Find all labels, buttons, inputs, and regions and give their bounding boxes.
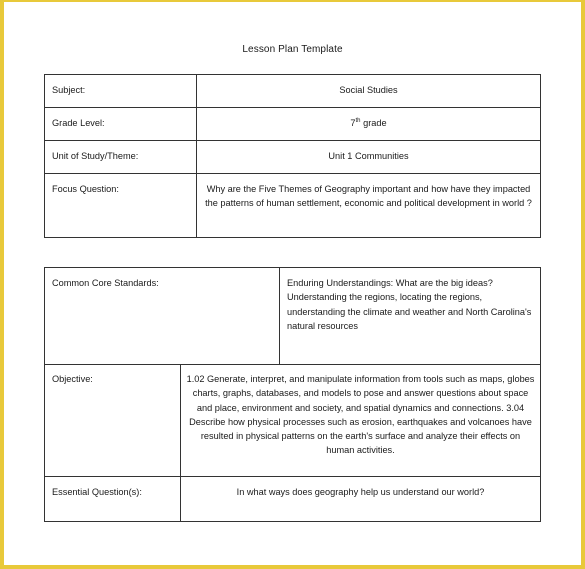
unit-value: Unit 1 Communities [197,141,541,174]
subject-value: Social Studies [197,75,541,108]
grade-level-label: Grade Level: [45,108,197,141]
table-row [45,477,541,522]
table-row [45,364,541,477]
table-row [45,75,541,108]
table-row [45,268,541,365]
lesson-info-table [44,74,541,238]
enduring-understandings-text: Enduring Understandings: What are the big ideas? Understanding the regions, locating the regions, understanding the climate and weather and North Carolina's natural resources [280,268,541,365]
table-row [45,174,541,238]
grade-ordinal-suffix: th [355,117,361,124]
table-row [45,141,541,174]
page-title: Lesson Plan Template [242,44,343,55]
focus-question-label: Focus Question: [45,174,197,238]
objective-label: Objective: [45,364,181,477]
table-row [45,108,541,141]
grade-word: grade [363,118,387,128]
objective-text: 1.02 Generate, interpret, and manipulate information from tools such as maps, globes charts, graphs, databases, and models to pose and answer questions about space and place, environment and society, and spatial dynamics and connections. 3.04 Describe how physical processes such as erosion, earthquakes and volcanoes have resulted in physical patterns on the earth's surface and analyze their effects on human activities. [181,364,541,477]
focus-question-value: Why are the Five Themes of Geography important and how have they impacted the patterns of human settlement, economic and political development in world ? [197,174,541,238]
grade-level-value [197,108,541,141]
unit-label: Unit of Study/Theme: [45,141,197,174]
common-core-standards-label: Common Core Standards: [45,268,280,365]
essential-question-value: In what ways does geography help us understand our world? [181,477,541,522]
subject-label: Subject: [45,75,197,108]
grade-number: 7 [350,118,356,128]
objectives-table [44,364,541,522]
essential-question-label: Essential Question(s): [45,477,181,522]
standards-table [44,267,541,365]
